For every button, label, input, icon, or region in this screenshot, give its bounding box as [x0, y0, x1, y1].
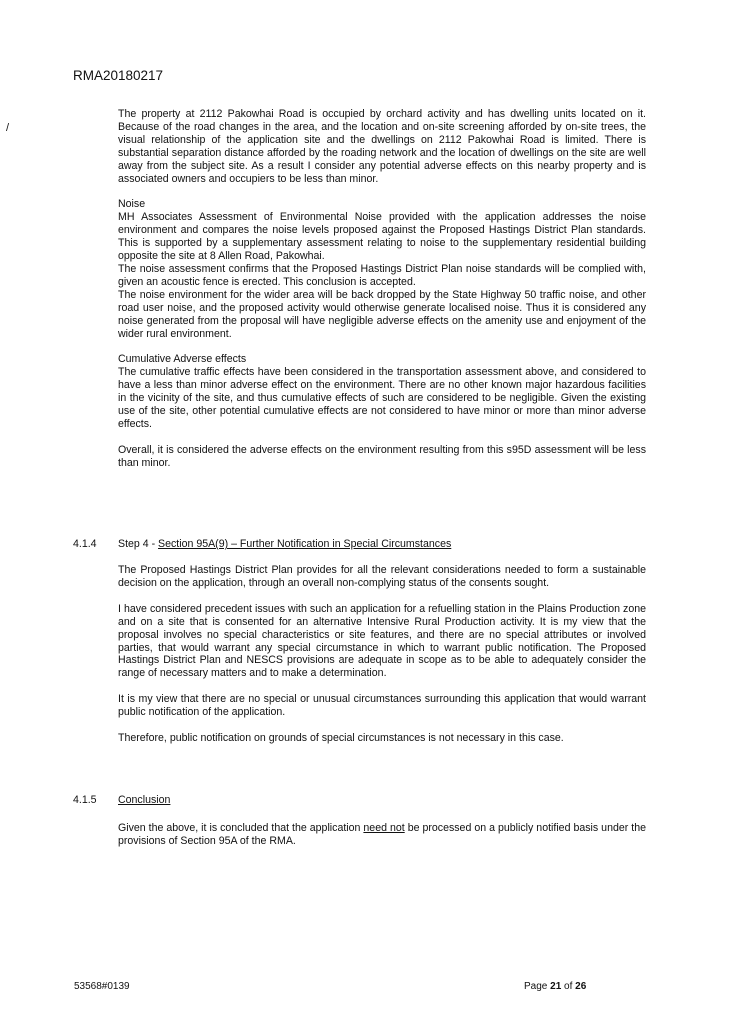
conclusion-emphasis: need not: [363, 822, 405, 834]
paragraph-cumulative: The cumulative traffic effects have been considered in the transportation assessment above, and considered to have a less than minor adverse effect on the environment. There are no other known major hazardous facilities in the vicinity of the site, and thus cumulative effects of such are considered to be negligible. Given the existing use of the site, other potential cumulative effects are not considered to have minor or more than minor adverse effects.: [118, 366, 646, 430]
section-414-body: [118, 564, 646, 758]
conclusion-text-end: be processed on a publicly notified basis under the provisions of Section 95A of the RMA.: [118, 822, 646, 847]
paragraph-414-3: It is my view that there are no special or unusual circumstances surrounding this application that would warrant public notification of the application.: [118, 693, 646, 719]
paragraph-overall: Overall, it is considered the adverse effects on the environment resulting from this s95D assessment will be less than minor.: [118, 443, 646, 469]
conclusion-text-start: Given the above, it is concluded that the application: [118, 822, 364, 834]
paragraph-414-2: I have considered precedent issues with such an application for a refuelling station in the Plains Production zone and on a site that is consented for an alternative Intensive Rural Production activity. It is my view that the proposal involves no special characteristics or site features, and there are no special attributes or involved parties, that would warrant any special circumstance in which to warrant public notification. The Proposed Hastings District Plan and NESCS provisions are adequate in scope as to be able to adequately consider the range of necessary matters and to make a determination.: [118, 602, 646, 680]
paragraph-noise-3: The noise environment for the wider area will be back dropped by the State Highway 50 traffic noise, and other road user noise, and the proposed activity would otherwise generate localised noise. Thus it is considered any noise generated from the proposal will have negligible adverse effects on the amenity use and enjoyment of the wider rural environment.: [118, 288, 646, 340]
paragraph-414-1: The Proposed Hastings District Plan provides for all the relevant considerations needed to form a sustainable decision on the application, through an overall non-complying status of the consents sought.: [118, 564, 646, 589]
margin-mark: /: [6, 122, 10, 134]
page-total: 26: [575, 981, 587, 992]
page-word: Page: [524, 981, 551, 992]
section-number: 4.1.4: [73, 538, 97, 550]
page-of: of: [561, 981, 576, 992]
paragraph-pakowhai-property: The property at 2112 Pakowhai Road is occupied by orchard activity and has dwelling units located on it. Because of the road changes in the area, and the location and on-site screening afforded by on-site trees, the visual relationship of the application site and the dwellings on 2112 Pakowhai Road is limited. There is substantial separation distance afforded by the roading network and the location of dwellings on the site are well away from the subject site. As a result I consider any potential adverse effects on this nearby property and is associated owners and occupiers to be less than minor.: [118, 108, 646, 185]
noise-heading: Noise: [118, 198, 146, 211]
section-title: Conclusion: [118, 794, 171, 806]
section-heading-414: [73, 538, 451, 550]
assessment-block: [118, 108, 646, 483]
footer-page-number: [524, 981, 586, 992]
section-number: 4.1.5: [73, 794, 97, 806]
footer-document-id: 53568#0139: [74, 981, 130, 992]
paragraph-414-4: Therefore, public notification on grounds of special circumstances is not necessary in this case.: [118, 732, 564, 745]
section-heading-415: [73, 794, 170, 806]
page-current: 21: [550, 981, 562, 992]
paragraph-noise-2: The noise assessment confirms that the Proposed Hastings District Plan noise standards will be complied with, given an acoustic fence is erected. This conclusion is accepted.: [118, 262, 646, 288]
section-415-body: [118, 822, 646, 861]
section-title: Section 95A(9) – Further Notification in Special Circumstances: [158, 538, 452, 550]
paragraph-noise-1: MH Associates Assessment of Environmental Noise provided with the application addresses the noise environment and compares the noise levels proposed against the Proposed Hastings District Plan standards. This is supported by a supplementary assessment relating to noise to the supplementary residential building opposite the site at 8 Allen Road, Pakowhai.: [118, 211, 646, 263]
section-prefix: Step 4 -: [118, 538, 159, 550]
cumulative-heading: Cumulative Adverse effects: [118, 353, 247, 366]
paragraph-conclusion: [118, 822, 646, 848]
document-reference: RMA20180217: [73, 68, 164, 83]
